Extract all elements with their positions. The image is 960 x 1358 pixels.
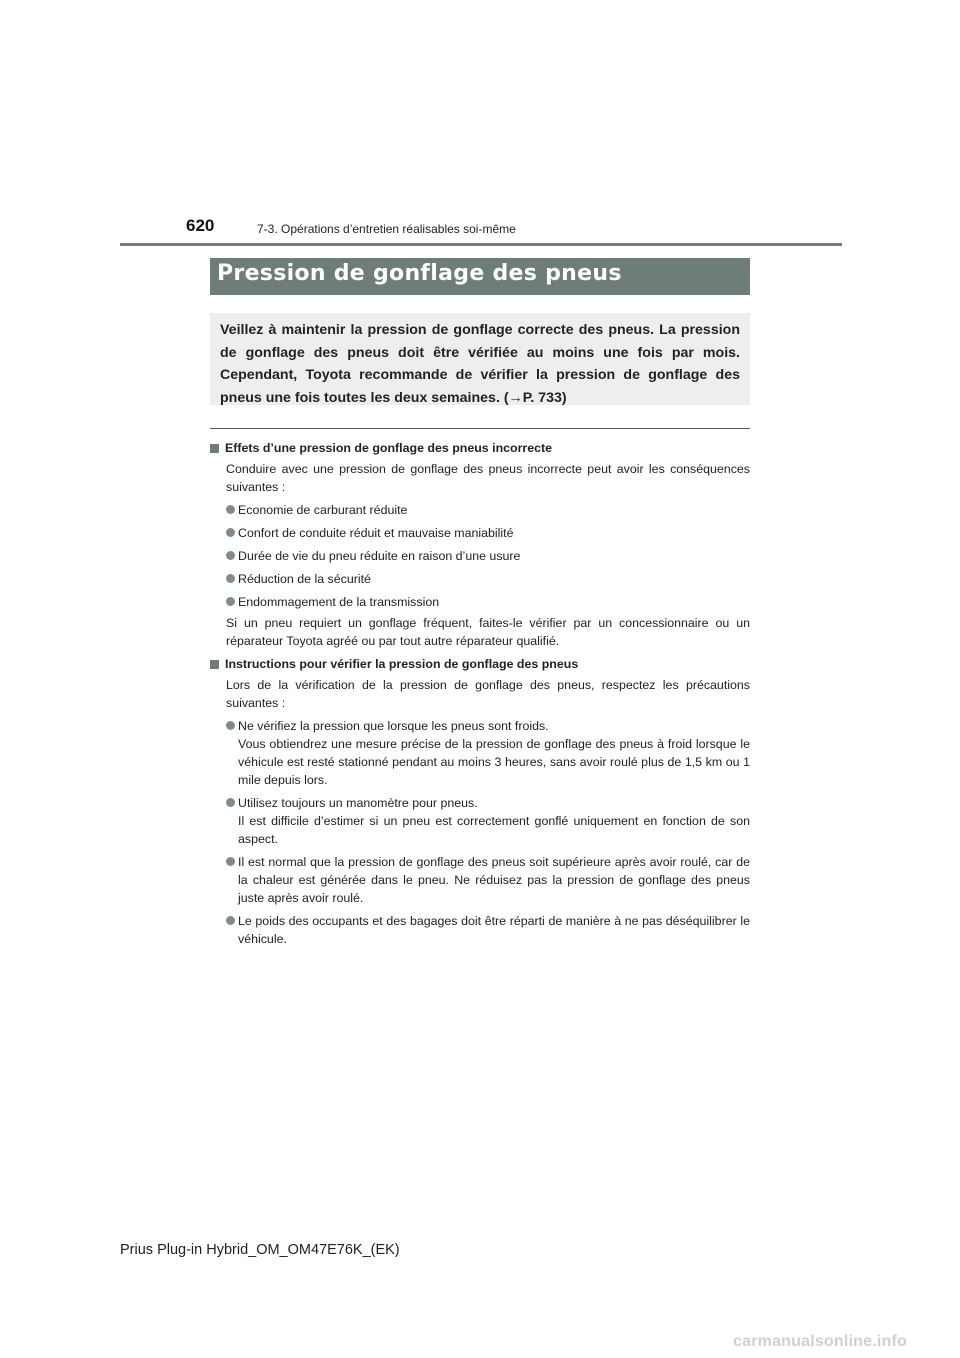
footer-model: Prius Plug-in Hybrid_OM_OM47E76K_(EK) [120, 1242, 400, 1258]
list-item-text: Il est normal que la pression de gonflage des pneus soit supérieure après avoir roulé, car de la chaleur est générée dans le pneu. Ne réduisez pas la pression de gonflage des pneus juste après avoir roulé. [238, 855, 750, 905]
section-heading [210, 655, 750, 673]
list-item [210, 912, 750, 948]
list-item [210, 501, 750, 519]
page-title: Pression de gonflage des pneus [217, 261, 622, 286]
circle-bullet-icon [226, 505, 235, 514]
section-path: 7-3. Opérations d’entretien réalisables soi-même [257, 222, 516, 236]
section-intro: Conduire avec une pression de gonflage des pneus incorrecte peut avoir les conséquences suivantes : [226, 462, 750, 494]
list-item [210, 853, 750, 907]
title-banner [210, 258, 750, 295]
square-bullet-icon [210, 660, 219, 669]
list-item-text: Il est difficile d’estimer si un pneu est correctement gonflé uniquement en fonction de son aspect. [238, 814, 750, 846]
list-item-text: Réduction de la sécurité [238, 572, 371, 586]
circle-bullet-icon [226, 551, 235, 560]
divider [210, 428, 750, 429]
list-item-text: Confort de conduite réduit et mauvaise maniabilité [238, 526, 514, 540]
square-bullet-icon [210, 444, 219, 453]
circle-bullet-icon [226, 798, 235, 807]
header-rule [120, 243, 842, 246]
list-item-title: Ne vérifiez la pression que lorsque les pneus sont froids. [238, 719, 549, 733]
list-item [210, 524, 750, 542]
list-item [210, 570, 750, 588]
list-item [210, 794, 750, 848]
list-item-text: Durée de vie du pneu réduite en raison d’une usure [238, 549, 521, 563]
circle-bullet-icon [226, 721, 235, 730]
section-heading [210, 439, 750, 457]
circle-bullet-icon [226, 597, 235, 606]
list-item-title: Utilisez toujours un manomètre pour pneus. [238, 796, 478, 810]
section-intro: Lors de la vérification de la pression de gonflage des pneus, respectez les précautions suivantes : [226, 678, 750, 710]
content [210, 437, 750, 948]
list-item [210, 717, 750, 789]
intro-text: Veillez à maintenir la pression de gonflage correcte des pneus. La pression de gonflage des pneus doit être vérifiée au moins une fois par mois. Cependant, Toyota recommande de vérifier la pression de gonflage des pneus une fois toutes les deux semaines. (→P. 733) [220, 322, 740, 406]
section-heading-text: Effets d’une pression de gonflage des pneus incorrecte [225, 441, 553, 455]
circle-bullet-icon [226, 916, 235, 925]
list-item-text: Endommagement de la transmission [238, 595, 440, 609]
section-outro: Si un pneu requiert un gonflage fréquent, faites-le vérifier par un concessionnaire ou un réparateur Toyota agréé ou par tout autre réparateur qualifié. [226, 616, 750, 648]
list-item-text: Le poids des occupants et des bagages doit être réparti de manière à ne pas déséquilibrer le véhicule. [238, 914, 750, 946]
list-item-text: Economie de carburant réduite [238, 503, 408, 517]
circle-bullet-icon [226, 857, 235, 866]
section-heading-text: Instructions pour vérifier la pression de gonflage des pneus [225, 657, 579, 671]
intro-box [210, 313, 750, 405]
list-item [210, 547, 750, 565]
circle-bullet-icon [226, 528, 235, 537]
list-item [210, 593, 750, 611]
watermark: carmanualsonline.info [733, 1333, 908, 1350]
page-number: 620 [186, 216, 215, 235]
circle-bullet-icon [226, 574, 235, 583]
list-item-text: Vous obtiendrez une mesure précise de la pression de gonflage des pneus à froid lorsque le véhicule est resté stationné pendant au moins 3 heures, sans avoir roulé plus de 1,5 km ou 1 mile depuis lors. [238, 737, 750, 787]
